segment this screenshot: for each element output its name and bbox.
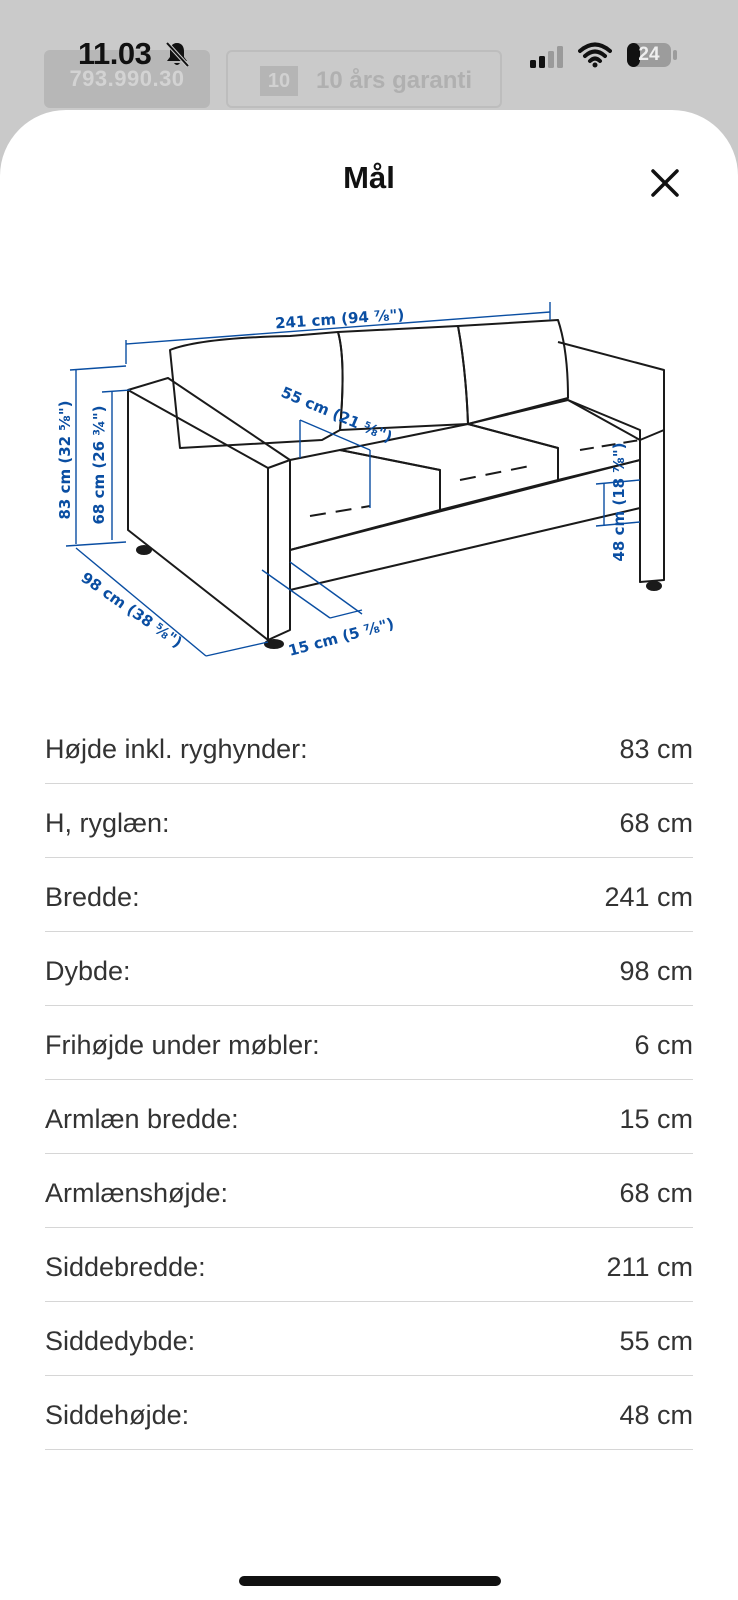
battery-icon [626, 42, 678, 68]
dimension-label: H, ryglæn: [45, 808, 170, 838]
dimension-label: Dybde: [45, 956, 131, 986]
dimension-value: 241 cm [604, 882, 693, 912]
dimension-row [45, 1080, 693, 1154]
dimension-value: 68 cm [619, 1178, 693, 1208]
back-cushion-left [170, 332, 343, 448]
dimension-row [45, 784, 693, 858]
home-indicator[interactable] [239, 1576, 501, 1586]
dimension-label: Højde inkl. ryghynder: [45, 734, 308, 764]
dimension-value: 48 cm [619, 1400, 693, 1430]
seat-height-label: 48 cm (18 ⅞") [610, 442, 628, 562]
dimension-value: 98 cm [619, 956, 693, 986]
dimension-label: Siddebredde: [45, 1252, 206, 1282]
cellular-signal-icon [530, 46, 566, 68]
dimension-row [45, 1228, 693, 1302]
dimension-value: 15 cm [619, 1104, 693, 1134]
close-icon[interactable] [646, 164, 684, 202]
dimension-label: Armlænshøjde: [45, 1178, 229, 1208]
dimension-value: 55 cm [619, 1326, 693, 1356]
dimension-row [45, 1302, 693, 1376]
sofa-dimension-diagram [40, 280, 700, 680]
dimension-row [45, 1376, 693, 1450]
dimension-label: Bredde: [45, 882, 140, 912]
armrest-label: 15 cm (5 ⅞") [286, 614, 396, 660]
dimension-label: Armlæn bredde: [45, 1104, 239, 1134]
dimension-row [45, 1006, 693, 1080]
dimensions-list [45, 710, 693, 1450]
status-time: 11.03 [78, 36, 152, 71]
guarantee-badge [226, 50, 502, 108]
dimension-row [45, 1154, 693, 1228]
dimension-row [45, 710, 693, 784]
back-height-label: 68 cm (26 ¾") [90, 405, 108, 525]
dimension-value: 68 cm [619, 808, 693, 838]
price-text: 793.990.30 [69, 66, 185, 91]
dimension-label: Frihøjde under møbler: [45, 1030, 320, 1060]
wifi-icon [578, 42, 612, 68]
dimension-value: 83 cm [619, 734, 693, 764]
dimension-label: Siddedybde: [45, 1326, 196, 1356]
seat-depth-label: 55 cm (21 ⅝") [278, 383, 396, 447]
dimension-label: Siddehøjde: [45, 1400, 190, 1430]
sheet-title: Mål [343, 160, 395, 195]
width-label: 241 cm (94 ⅞") [274, 305, 405, 333]
guarantee-text: 10 års garanti [316, 67, 473, 94]
depth-label: 98 cm (38 ⅝") [77, 568, 186, 652]
back-cushion-right [458, 320, 568, 424]
left-armrest [128, 378, 290, 640]
dimension-value: 6 cm [634, 1030, 693, 1060]
bell-slash-icon [164, 40, 190, 68]
height-label: 83 cm (32 ⅝") [56, 400, 74, 520]
dimension-value: 211 cm [606, 1252, 693, 1282]
dimension-row [45, 858, 693, 932]
dimension-row [45, 932, 693, 1006]
guarantee-number: 10 [260, 66, 298, 96]
battery-percent: 24 [638, 44, 660, 65]
